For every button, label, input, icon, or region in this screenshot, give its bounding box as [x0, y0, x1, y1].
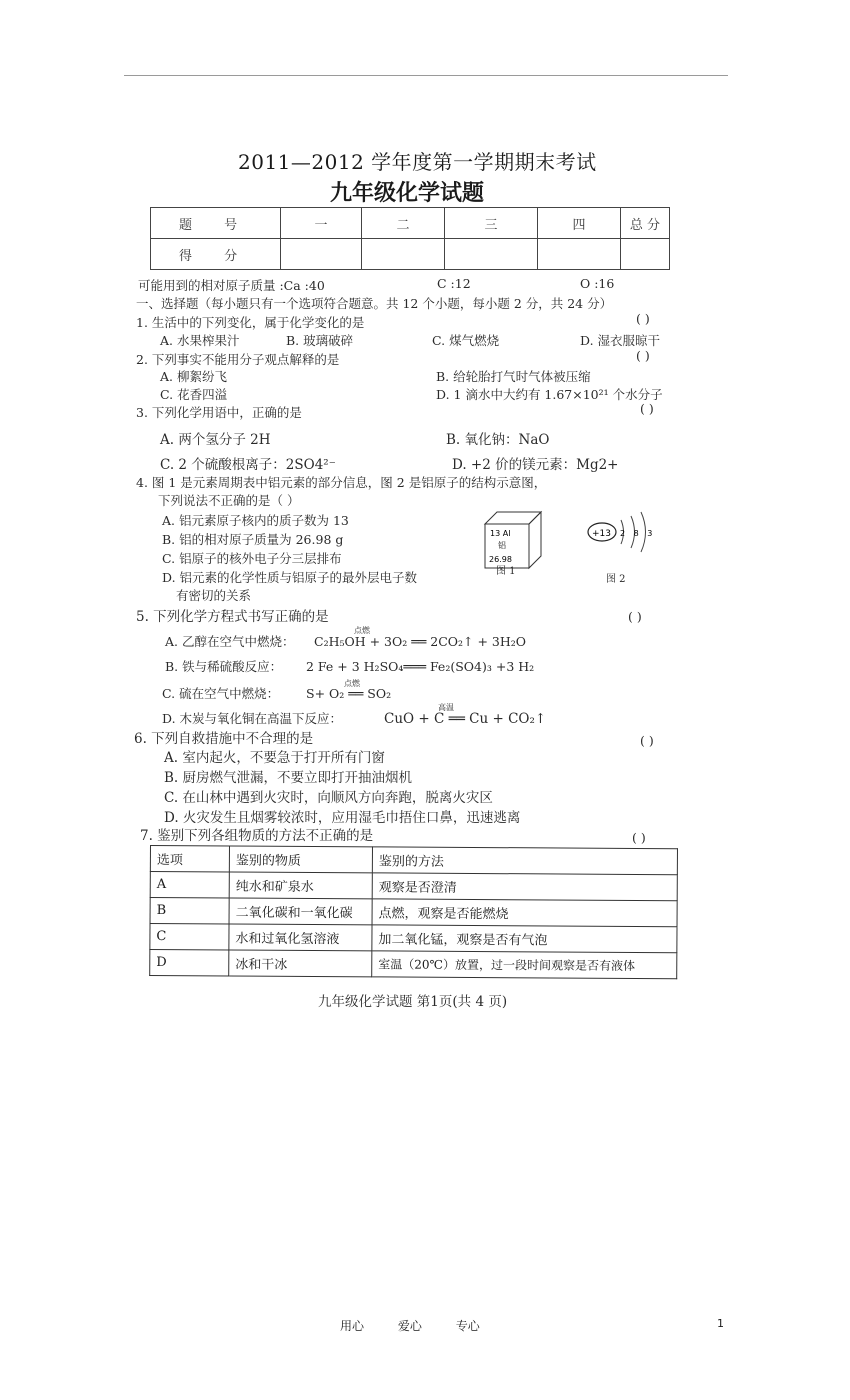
q7-row-d-option: D: [150, 950, 229, 976]
q7-row-c-option: C: [150, 924, 229, 950]
exam-title-line2: 九年级化学试题: [330, 181, 485, 206]
q1-option-a: A. 水果榨果汁: [160, 333, 240, 348]
footer-item: 爱心: [397, 1319, 422, 1333]
q2-answer-paren: ( ): [636, 348, 650, 363]
q7-row-a-method: 观察是否澄清: [372, 873, 677, 901]
q4-stem: 4. 图 1 是元素周期表中铝元素的部分信息，图 2 是铝原子的结构示意图，: [136, 475, 547, 490]
q7-stem: 7. 鉴别下列各组物质的方法不正确的是: [140, 828, 374, 844]
score-cell-4: 四: [538, 208, 621, 239]
score-cell-label: 题 号: [151, 208, 281, 239]
q7-header-substances: 鉴别的物质: [229, 846, 372, 873]
q2-option-d: D. 1 滴水中大约有 1.67×10²¹ 个水分子: [436, 387, 663, 402]
q5-option-b-equation: 2 Fe + 3 H₂SO₄═══ Fe₂(SO4)₃ +3 H₂: [306, 659, 535, 674]
score-table: [150, 207, 670, 270]
figure2-atom-diagram: [586, 510, 661, 560]
q5-answer-paren: ( ): [628, 609, 642, 624]
q7-row-b-option: B: [150, 898, 229, 924]
q1-option-c: C. 煤气燃烧: [432, 333, 500, 348]
q7-table-header: [150, 846, 677, 875]
q6-option-b: B. 厨房燃气泄漏，不要立即打开抽油烟机: [164, 770, 413, 786]
q4-option-b: B. 铝的相对原子质量为 26.98 g: [162, 532, 344, 547]
q7-header-option: 选项: [150, 846, 229, 872]
q5-stem: 5. 下列化学方程式书写正确的是: [136, 609, 329, 625]
score-blank-4: [538, 239, 621, 270]
table-row: [150, 950, 677, 979]
score-cell-2: 二: [362, 208, 445, 239]
q1-option-b: B. 玻璃破碎: [286, 333, 354, 348]
q7-row-d-method: 室温（20℃）放置，过一段时间观察是否有液体: [372, 951, 677, 979]
q5-option-a-equation: C₂H₅OH + 3O₂ ══ 2CO₂↑ + 3H₂O: [314, 634, 527, 649]
q3-stem: 3. 下列化学用语中，正确的是: [136, 405, 302, 420]
score-blank-3: [445, 239, 538, 270]
q4-stem-line2: 下列说法不正确的是（ ）: [158, 493, 300, 508]
figure1-mass: 26.98: [489, 555, 512, 564]
figure1-element-cell: [483, 510, 543, 570]
q6-option-c: C. 在山林中遇到火灾时，向顺风方向奔跑，脱离火灾区: [164, 790, 493, 806]
page-number: 1: [717, 1317, 724, 1330]
footer-item: 用心: [340, 1319, 365, 1333]
score-blank-2: [362, 239, 445, 270]
q7-row-c-method: 加二氧化锰，观察是否有气泡: [372, 925, 677, 953]
q6-stem: 6. 下列自救措施中不合理的是: [134, 731, 314, 747]
q7-row-c-substances: 水和过氧化氢溶液: [229, 924, 372, 951]
q3-option-b: B. 氧化钠：NaO: [446, 432, 550, 448]
q3-option-a: A. 两个氢分子 2H: [160, 432, 271, 448]
section1-heading: 一、选择题（每小题只有一个选项符合题意。共 12 个小题，每小题 2 分，共 24 分）: [136, 296, 613, 311]
q6-answer-paren: ( ): [640, 733, 654, 748]
q1-answer-paren: ( ): [636, 311, 650, 326]
q7-row-b-substances: 二氧化碳和一氧化碳: [229, 898, 372, 925]
figure1-name: 铝: [498, 541, 506, 550]
q7-header-method: 鉴别的方法: [372, 847, 677, 875]
q1-option-d: D. 湿衣服晾干: [580, 333, 661, 348]
figure2-nucleus: +13: [592, 529, 611, 539]
q5-option-a-condition: 点燃: [354, 626, 370, 635]
score-table-score-row: [151, 239, 670, 270]
exam-title-line1: 2011—2012 学年度第一学期期末考试: [238, 150, 597, 174]
q6-option-d: D. 火灾发生且烟雾较浓时，应用湿毛巾捂住口鼻，迅速逃离: [164, 810, 521, 826]
figure1-number: 13 Al: [490, 529, 511, 538]
q5-option-d-condition: 高温: [438, 703, 454, 712]
q6-option-a: A. 室内起火，不要急于打开所有门窗: [164, 750, 385, 766]
q5-option-c-condition: 点燃: [344, 679, 360, 688]
q7-row-a-option: A: [150, 872, 229, 898]
figure2-caption: 图 2: [606, 574, 626, 585]
q1-stem: 1. 生活中的下列变化，属于化学变化的是: [136, 315, 365, 330]
scan-page-footer: 九年级化学试题 第1页(共 4 页): [318, 994, 508, 1010]
q2-stem: 2. 下列事实不能用分子观点解释的是: [136, 352, 340, 367]
q2-option-a: A. 柳絮纷飞: [160, 369, 227, 384]
score-row-label: 得 分: [151, 239, 281, 270]
score-blank-1: [281, 239, 362, 270]
q4-option-c: C. 铝原子的核外电子分三层排布: [162, 551, 342, 566]
score-blank-total: [621, 239, 670, 270]
q5-option-d-equation: CuO + C ══ Cu + CO₂↑: [384, 711, 547, 727]
q7-row-a-substances: 纯水和矿泉水: [229, 872, 372, 899]
table-row: [150, 872, 677, 901]
q7-row-b-method: 点燃，观察是否能燃烧: [372, 899, 677, 927]
q5-option-b-label: B. 铁与稀硫酸反应：: [165, 659, 283, 674]
atomic-mass-intro: 可能用到的相对原子质量 :Ca :40: [138, 278, 325, 293]
q5-option-a-label: A. 乙醇在空气中燃烧：: [165, 634, 295, 649]
top-rule: [124, 75, 728, 76]
atomic-mass-c: C :12: [437, 276, 471, 291]
figure1-caption: 图 1: [496, 566, 516, 577]
table-row: [150, 924, 677, 953]
q2-option-b: B. 给轮胎打气时气体被压缩: [436, 369, 591, 384]
q5-option-d-label: D. 木炭与氧化铜在高温下反应：: [162, 711, 343, 726]
q4-option-d-cont: 有密切的关系: [176, 588, 252, 603]
q4-option-d: D. 铝元素的化学性质与铝原子的最外层电子数: [162, 570, 418, 585]
q3-option-d: D. +2 价的镁元素：Mg2+: [452, 457, 619, 473]
atomic-mass-o: O :16: [580, 276, 615, 291]
q7-table: [149, 845, 678, 979]
q3-option-c: C. 2 个硫酸根离子：2SO4²⁻: [160, 457, 336, 473]
q5-option-c-equation: S+ O₂ ══ SO₂: [306, 686, 392, 701]
footer-item: 专心: [455, 1319, 480, 1333]
score-cell-total: 总 分: [621, 208, 670, 239]
q2-option-c: C. 花香四溢: [160, 387, 228, 402]
q7-row-d-substances: 冰和干冰: [229, 950, 372, 977]
score-cell-1: 一: [281, 208, 362, 239]
score-cell-3: 三: [445, 208, 538, 239]
q3-answer-paren: ( ): [640, 401, 654, 416]
table-row: [150, 898, 677, 927]
figure2-shells: 2 8 3: [620, 529, 656, 538]
page-footer-motto: [340, 1317, 510, 1334]
q7-answer-paren: ( ): [632, 830, 646, 845]
q5-option-c-label: C. 硫在空气中燃烧：: [162, 686, 280, 701]
q4-option-a: A. 铝元素原子核内的质子数为 13: [162, 513, 349, 528]
score-table-header-row: [151, 208, 670, 239]
